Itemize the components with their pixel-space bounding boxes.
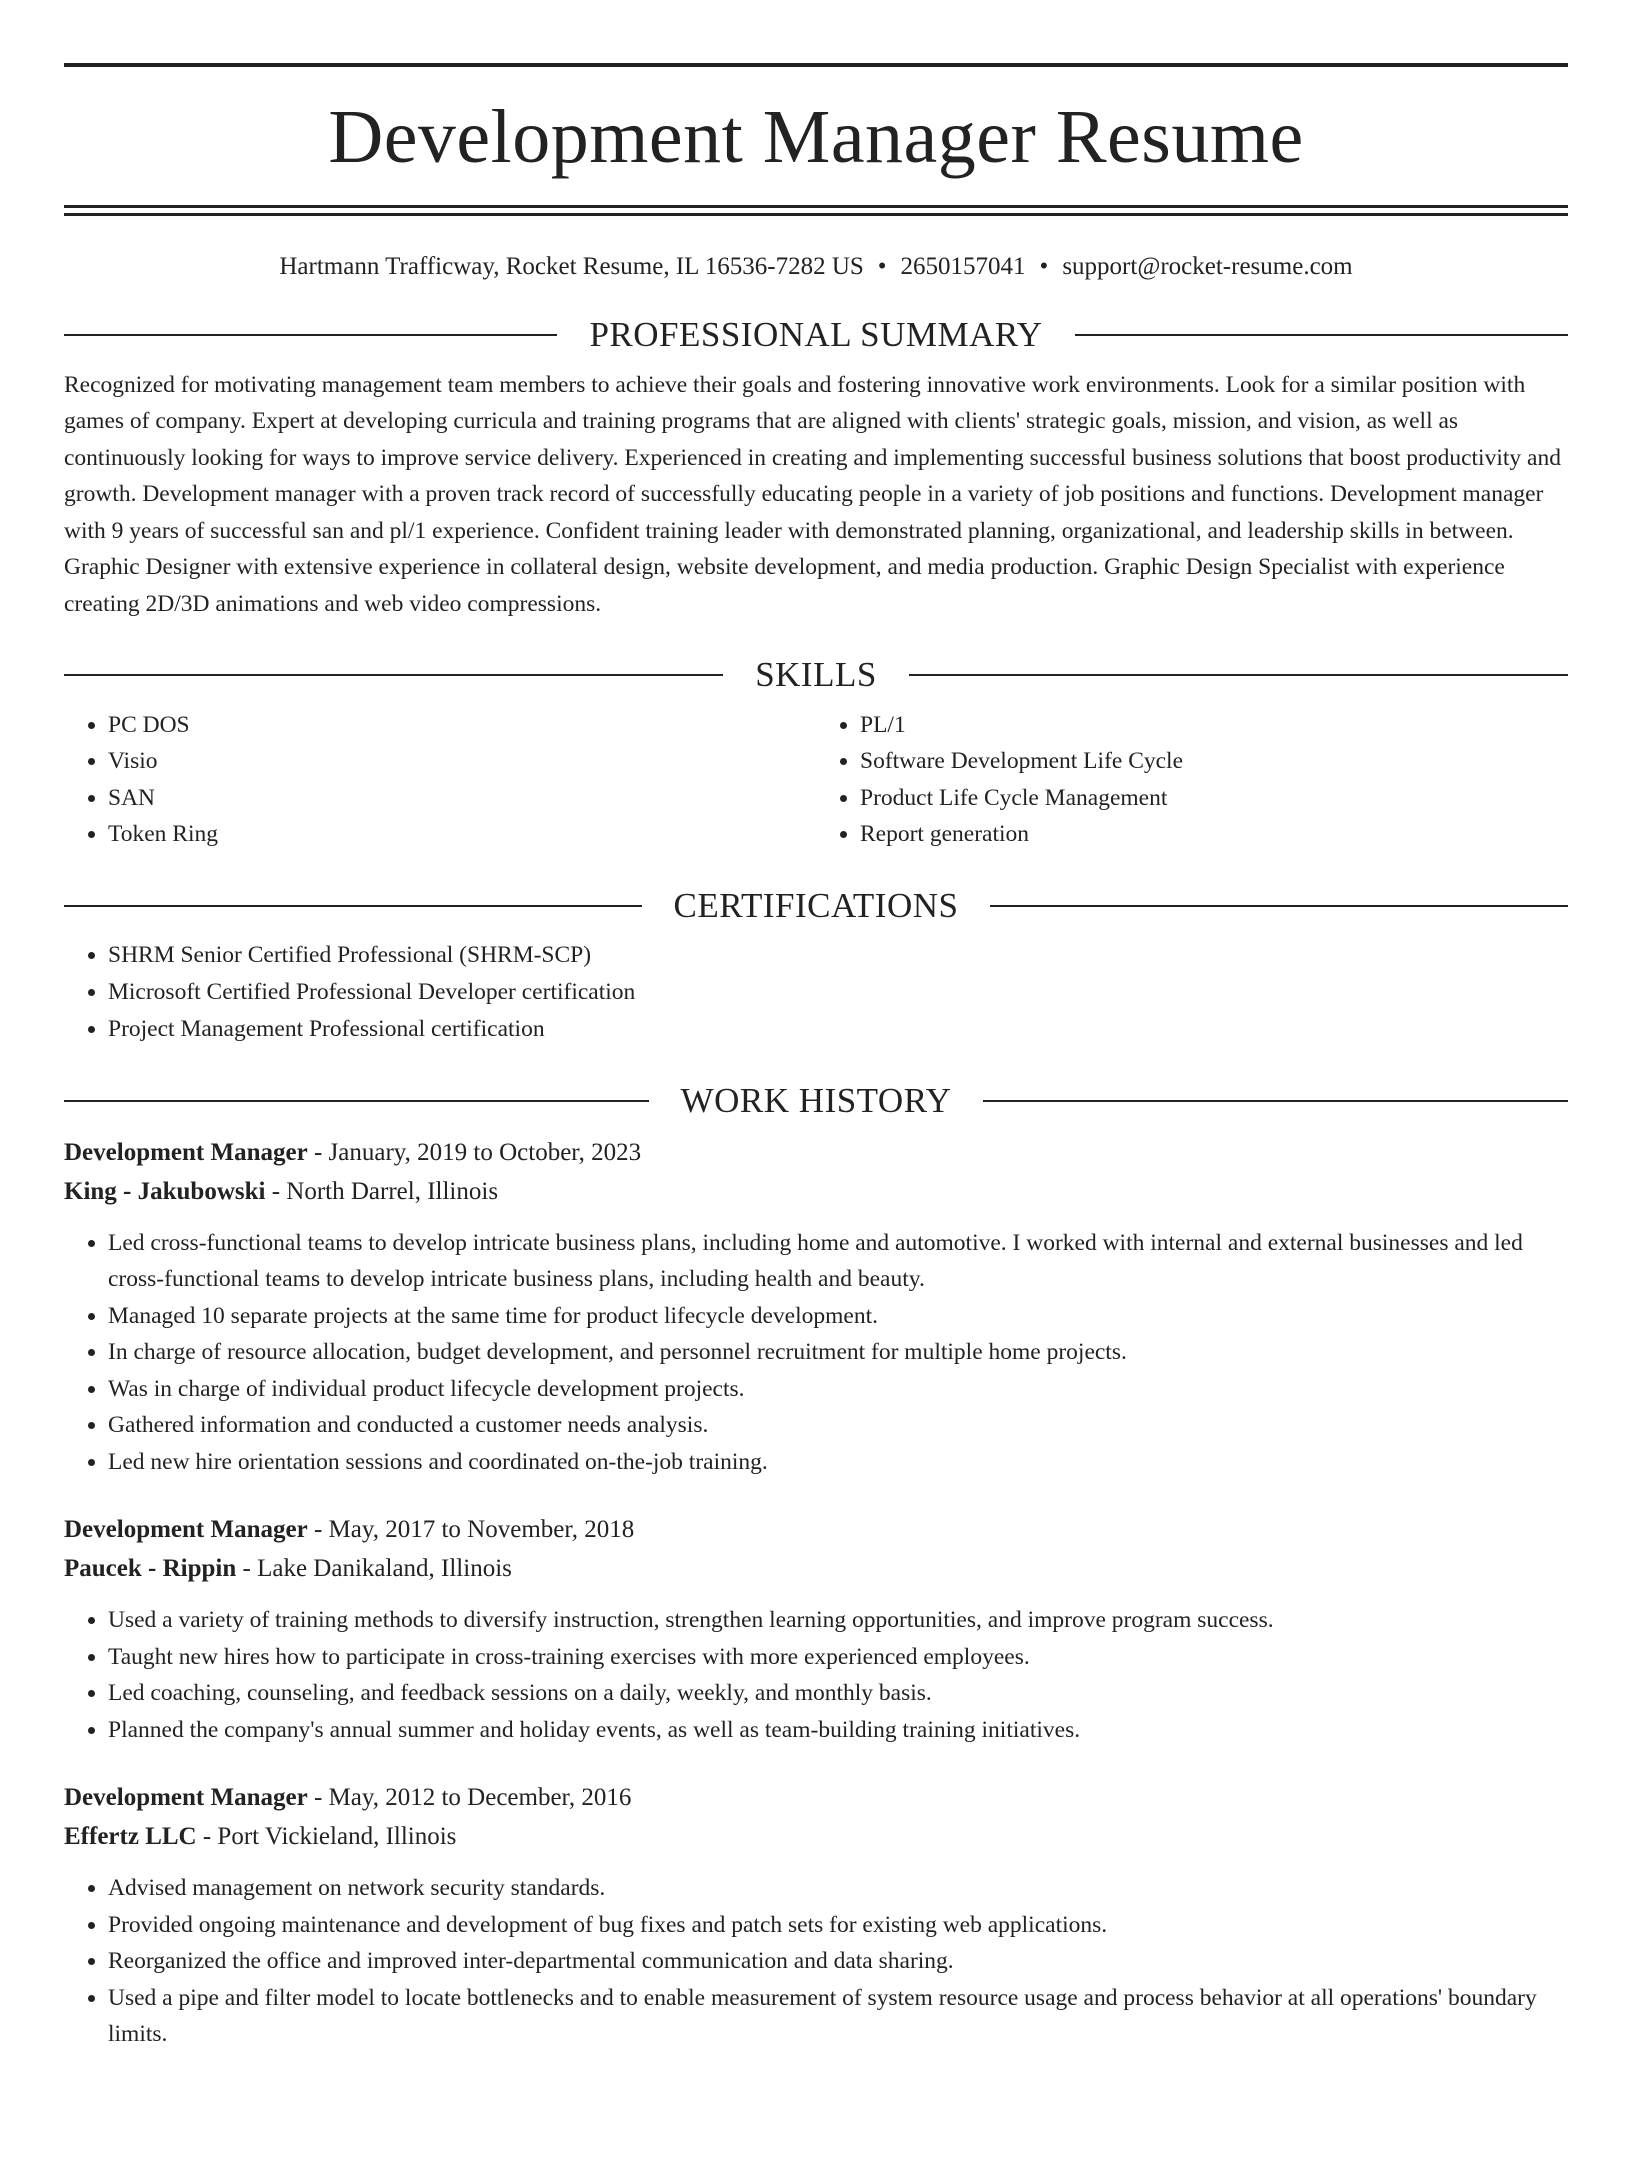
job-bullet: • Was in charge of individual product lifecycle development projects. (108, 1371, 1568, 1408)
job-title-line (64, 1133, 1568, 1172)
job-title: Development Manager (64, 1138, 308, 1166)
job-bullet: • Led coaching, counseling, and feedback sessions on a daily, weekly, and monthly basis. (108, 1675, 1568, 1712)
summary-heading: PROFESSIONAL SUMMARY (589, 315, 1043, 354)
section-divider (64, 334, 557, 336)
skills-section-header (64, 656, 1568, 695)
job-company-line (64, 1549, 1568, 1588)
work-history-heading: WORK HISTORY (680, 1081, 952, 1120)
job-bullet: • Provided ongoing maintenance and development of bug fixes and patch sets for existing web applications. (108, 1907, 1568, 1944)
certification-item: • Microsoft Certified Professional Developer certification (108, 974, 1568, 1011)
skill-item: • Report generation (860, 816, 1568, 853)
job-bullet: • Used a variety of training methods to diversify instruction, strengthen learning opportunities, and improve program success. (108, 1602, 1568, 1639)
job-company-line (64, 1172, 1568, 1211)
work-history-section-header (64, 1082, 1568, 1121)
job-company: King - Jakubowski (64, 1177, 266, 1205)
skill-item: • Token Ring (108, 816, 816, 853)
section-divider (64, 1100, 649, 1102)
job-bullet: • Used a pipe and filter model to locate bottlenecks and to enable measurement of system resource usage and process behavior at all operations' boundary limits. (108, 1980, 1568, 2053)
job-dates: - May, 2012 to December, 2016 (307, 1784, 632, 1811)
certifications-list (64, 937, 1568, 1048)
skill-item: • Software Development Life Cycle (860, 743, 1568, 780)
job-bullets (64, 1602, 1568, 1748)
section-divider (64, 674, 723, 676)
section-divider (64, 905, 642, 907)
contact-address: Hartmann Trafficway, Rocket Resume, IL 16536-7282 US (279, 253, 864, 280)
contact-line (64, 252, 1568, 282)
resume-page (0, 63, 1632, 2175)
job-entry (64, 1510, 1568, 1748)
job-bullet: • Gathered information and conducted a customer needs analysis. (108, 1407, 1568, 1444)
skill-item: • SAN (108, 780, 816, 817)
contact-separator: • (1039, 253, 1049, 280)
job-location: - Port Vickieland, Illinois (196, 1823, 457, 1850)
job-entry (64, 1778, 1568, 2053)
section-divider (1075, 334, 1568, 336)
job-bullet: • Led new hire orientation sessions and coordinated on-the-job training. (108, 1444, 1568, 1481)
section-divider (990, 905, 1568, 907)
job-bullet: • Managed 10 separate projects at the same time for product lifecycle development. (108, 1298, 1568, 1335)
job-location: - Lake Danikaland, Illinois (236, 1555, 512, 1582)
contact-email: support@rocket-resume.com (1062, 253, 1353, 280)
skills-column-right (816, 707, 1568, 853)
certification-item: • SHRM Senior Certified Professional (SHRM-SCP) (108, 937, 1568, 974)
job-bullets (64, 1225, 1568, 1481)
job-bullet: • Planned the company's annual summer and holiday events, as well as team-building training initiatives. (108, 1712, 1568, 1749)
skills-list (64, 707, 1568, 853)
certifications-section-header (64, 887, 1568, 926)
job-company: Paucek - Rippin (64, 1555, 237, 1582)
job-dates: - May, 2017 to November, 2018 (307, 1516, 635, 1543)
skill-item: • Visio (108, 743, 816, 780)
job-dates: - January, 2019 to October, 2023 (307, 1138, 642, 1166)
skill-item: • PC DOS (108, 707, 816, 744)
job-title: Development Manager (64, 1516, 308, 1543)
summary-section-header (64, 316, 1568, 355)
job-location: - North Darrel, Illinois (265, 1177, 499, 1205)
certification-item: • Project Management Professional certification (108, 1011, 1568, 1048)
job-company: Effertz LLC (64, 1823, 197, 1850)
job-entry (64, 1133, 1568, 1481)
section-divider (909, 674, 1568, 676)
job-bullet: • Taught new hires how to participate in cross-training exercises with more experienced employees. (108, 1639, 1568, 1676)
certifications-heading: CERTIFICATIONS (673, 885, 959, 925)
summary-text: Recognized for motivating management team members to achieve their goals and fostering innovative work environments. Look for a similar position with games of company. Expert at developing curricula and training programs that are aligned with clients' strategic goals, mission, and vision, as well as continuously looking for ways to improve service delivery. Experienced in creating and implementing successful business solutions that boost productivity and growth. Development manager with a proven track record of successfully educating people in a variety of job positions and functions. Development manager with 9 years of successful san and pl/1 experience. Confident training leader with demonstrated planning, organizational, and leadership skills in between. Graphic Designer with extensive experience in collateral design, website development, and media production. Graphic Design Specialist with experience creating 2D/3D animations and web video compressions. (64, 371, 1561, 617)
skills-heading: SKILLS (755, 655, 877, 694)
skill-item: • Product Life Cycle Management (860, 780, 1568, 817)
job-bullet: • Led cross-functional teams to develop intricate business plans, including home and automotive. I worked with internal and external businesses and led cross-functional teams to develop intricate business plans, including health and beauty. (108, 1225, 1568, 1298)
title-double-rule (64, 205, 1568, 216)
contact-phone: 2650157041 (900, 253, 1026, 280)
resume-title: Development Manager Resume (328, 95, 1304, 179)
skill-item: • PL/1 (860, 707, 1568, 744)
section-divider (983, 1100, 1568, 1102)
top-rule (64, 63, 1568, 67)
contact-separator: • (877, 253, 887, 280)
skills-column-left (64, 707, 816, 853)
job-bullets (64, 1870, 1568, 2053)
job-title-line (64, 1510, 1568, 1549)
job-bullet: • Reorganized the office and improved inter-departmental communication and data sharing. (108, 1943, 1568, 1980)
job-bullet: • In charge of resource allocation, budget development, and personnel recruitment for multiple home projects. (108, 1334, 1568, 1371)
job-company-line (64, 1817, 1568, 1856)
job-title-line (64, 1778, 1568, 1817)
job-title: Development Manager (64, 1784, 308, 1811)
job-bullet: • Advised management on network security standards. (108, 1870, 1568, 1907)
